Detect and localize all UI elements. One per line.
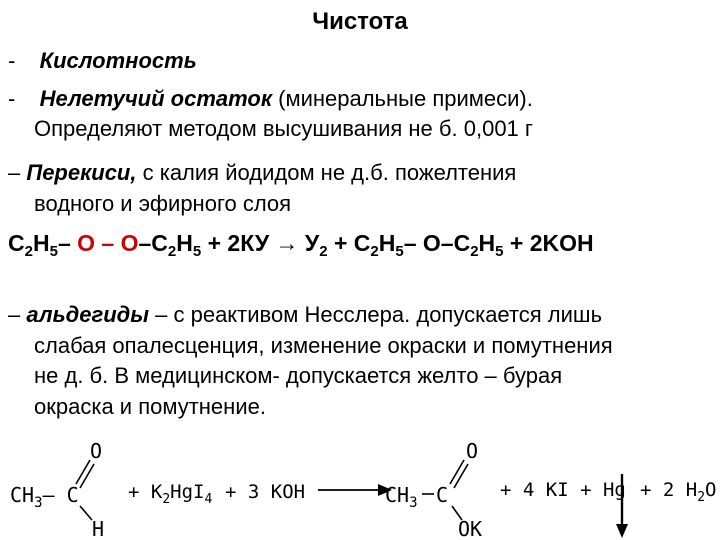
aldehydes-line4: окраска и помутнение. [34, 394, 266, 419]
water-product: + 2 $H_2O$ [640, 479, 717, 505]
eq-h: H [176, 230, 193, 256]
list-item-acidity [8, 50, 197, 72]
ki-hg-products: + 4 KI + Hg [500, 479, 626, 501]
term-residue: Нелетучий остаток [39, 86, 272, 111]
eq-sub: 2 [319, 243, 328, 260]
peroxide-equation [8, 230, 594, 260]
carboxyl-oxygen: O [466, 439, 479, 463]
eq-sub: 5 [192, 243, 202, 260]
peroxides-desc: с калия йодидом не д.б. пожелтения [136, 160, 517, 185]
precipitate-arrow-head [616, 524, 628, 538]
term-aldehydes: альдегиды [26, 302, 150, 327]
double-bond-line [450, 460, 464, 484]
bullet: – [8, 160, 21, 185]
eq-sub: 2 [370, 243, 379, 260]
term-acidity: Кислотность [39, 48, 197, 73]
aldehyde-oxygen: O [90, 439, 103, 463]
aldehyde-hydrogen: H [92, 517, 105, 540]
page-title: Чистота [312, 8, 408, 35]
eq-h: H [378, 230, 396, 256]
eq-plus-c: + C [327, 230, 371, 256]
eq-h: H [32, 230, 50, 256]
nessler-reagent: + $K_2HgI_4$ [128, 481, 213, 507]
residue-desc: (минеральные примеси). [272, 86, 533, 111]
eq-dash-c: –C [138, 230, 168, 256]
peroxides-line2: водного и эфирного слоя [34, 191, 292, 216]
double-bond-line [454, 464, 468, 488]
eq-h: H [478, 230, 496, 256]
potassium-salt: OK [458, 517, 483, 540]
eq-reagent: + 2КУ → У [201, 230, 320, 256]
bullet: - [8, 48, 16, 73]
eq-sub: 5 [395, 243, 404, 260]
eq-sub: 2 [24, 243, 33, 260]
eq-c: C [8, 230, 25, 256]
list-item-aldehydes [8, 304, 602, 326]
list-item-peroxides [8, 162, 516, 184]
bullet: – [8, 302, 21, 327]
eq-koh: + 2KOH [503, 230, 594, 256]
double-bond-line [80, 464, 94, 488]
eq-sub: 2 [470, 243, 479, 260]
eq-oxygen-red: O [120, 230, 139, 256]
carboxyl-carbon: C [436, 483, 449, 507]
term-peroxides: Перекиси, [26, 160, 137, 185]
eq-sub: 5 [49, 243, 58, 260]
eq-dash-red: – [95, 230, 121, 256]
single-bond-line [80, 506, 92, 520]
double-bond-line [76, 460, 90, 484]
eq-sub: 5 [495, 243, 504, 260]
ch3-left: $CH_3-$ C [10, 483, 79, 511]
aldehydes-line3: не д. б. В медицинском- допускается желто – бурая [34, 363, 563, 388]
bullet: - [8, 86, 16, 111]
nessler-reaction-scheme [0, 430, 720, 540]
aldehydes-line2: слабая опалесценция, изменение окраски и помутнения [34, 333, 613, 358]
eq-ether: – O–C [403, 230, 471, 256]
ch3-right: $CH_3$ [385, 483, 418, 511]
aldehydes-line1: – с реактивом Несслера. допускается лишь [149, 302, 603, 327]
list-item-residue [8, 88, 533, 110]
koh-reagent: + 3 KOH [225, 481, 306, 503]
eq-dash: – [57, 230, 78, 256]
eq-sub: 2 [167, 243, 177, 260]
residue-line2: Определяют методом высушивания не б. 0,001 г [34, 116, 533, 141]
eq-oxygen-red: O [77, 230, 96, 256]
